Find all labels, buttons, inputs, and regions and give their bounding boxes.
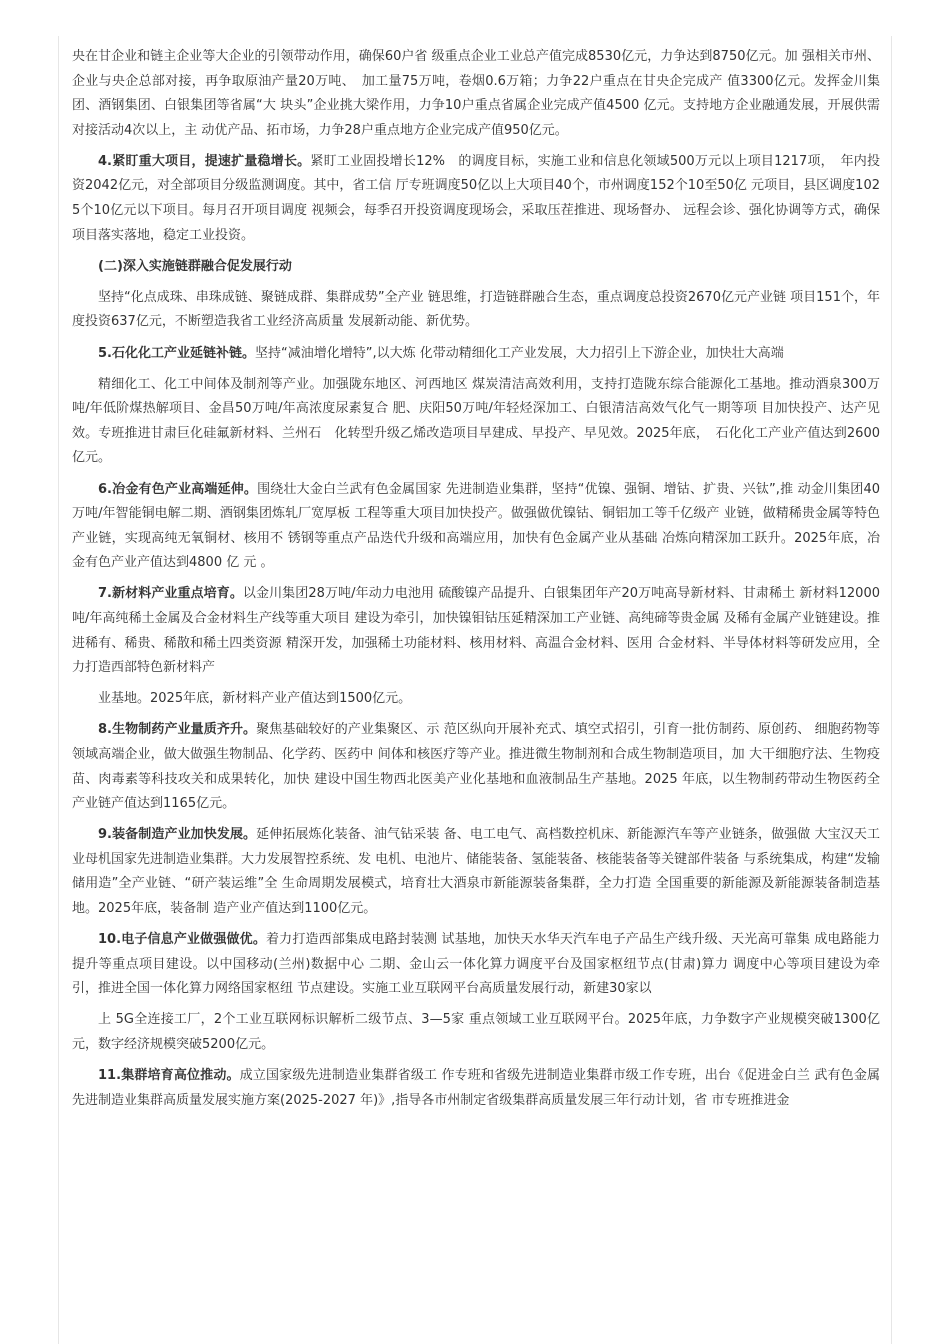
paragraph-lead: 4.紧盯重大项目，提速扩量稳增长。 [98, 153, 311, 169]
paragraph-lead: 10.电子信息产业做强做优。 [98, 932, 267, 948]
paragraph-item-7-continued [72, 687, 880, 712]
paragraph-lead: 7.新材料产业重点培育。 [98, 586, 243, 602]
paragraph-chain-overview [72, 286, 880, 335]
paragraph-text: 上 5G全连接工厂，2个工业互联网标识解析二级节点、3—5家 重点领域工业互联网平台。2025年底，力争数字产业规模突破1300亿元，数字经济规模突破5200亿元。 [72, 1012, 880, 1052]
paragraph-item-11 [72, 1064, 880, 1113]
paragraph-item-10 [72, 928, 880, 1002]
paragraph-text: 围绕壮大金白兰武有色金属国家 先进制造业集群，坚持“优镍、强铜、增钴、扩贵、兴钛”,推 动金川集团40万吨/年智能铜电解二期、酒钢集团炼轧厂宽厚板 工程等重大项目加快投产。做强做优镍钴、铜铝加工等千亿级产 业链，做精稀贵金属等特色产业链，实现高纯无氧铜材、核用不 锈钢等重点产品迭代升级和高端应用，加快有色金属产业从基础 冶炼向精深加工跃升。2025年底，冶金有色产业产值达到4800 亿 元 。 [72, 481, 880, 571]
paragraph-item-5 [72, 342, 880, 367]
paragraph-lead: 8.生物制药产业量质齐升。 [98, 722, 257, 738]
paragraph-text: 延伸拓展炼化装备、油气钻采装 备、电工电气、高档数控机床、新能源汽车等产业链条，做强做 大宝汉天工业母机国家先进制造业集群。大力发展智控系统、发 电机、电池片、储能装备、氢能装备、核能装备等关键部件装备 与系统集成，构建“发输储用造”全产业链、“研产装运维”全 生命周期发展模式，培育壮大酒泉市新能源装备集群，全力打造 全国重要的新能源及新能源装备制造基地。2025年底，装备制 造产业产值达到1100亿元。 [72, 827, 881, 916]
paragraph-text: 央在甘企业和链主企业等大企业的引领带动作用，确保60户省 级重点企业工业总产值完成8530亿元，力争达到8750亿元。加 强相关市州、企业与央企总部对接，再争取原油产量20万吨、 加工量75万吨，卷烟0.6万箱；力争22户重点在甘央企完成产 值3300亿元。发挥金川集团、酒钢集团、白银集团等省属“大 块头”企业挑大梁作用，力争10户重点省属企业完成产值4500 亿元。支持地方企业融通发展，开展供需对接活动4次以上，主 动优产品、拓市场，力争28户重点地方企业完成产值950亿元。 [72, 49, 880, 138]
paragraph-text: 着力打造西部集成电路封装测 试基地，加快天水华天汽车电子产品生产线升级、天光高可靠集 成电路能力提升等重点项目建设。以中国移动(兰州)数据中心 二期、金山云一体化算力调度平台及国家枢纽节点(甘肃)算力 调度中心等项目建设为牵引，推进全国一体化算力网络国家枢纽 节点建设。实施工业互联网平台高质量发展行动，新建30家以 [72, 932, 881, 997]
paragraph-item-5-continued [72, 373, 880, 471]
paragraph-item-9 [72, 823, 880, 921]
paragraph-lead: 5.石化化工产业延链补链。 [98, 345, 255, 361]
paragraph-text: 坚持“化点成珠、串珠成链、聚链成群、集群成势”全产业 链思维，打造链群融合生态，重点调度总投资2670亿元产业链 项目151个，年度投资637亿元，不断塑造我省工业经济高质量 发展新动能、新优势。 [72, 289, 880, 330]
paragraph-lead: 11.集群培育高位推动。 [98, 1068, 240, 1084]
section-heading: (二)深入实施链群融合促发展行动 [98, 258, 292, 274]
paragraph-lead: 9.装备制造产业加快发展。 [98, 827, 257, 843]
paragraph-item-7 [72, 582, 880, 680]
paragraph-lead: 6.冶金有色产业高端延伸。 [98, 481, 258, 497]
paragraph-text: 紧盯工业固投增长12% 的调度目标，实施工业和信息化领域500万元以上项目1217项， 年内投资2042亿元，对全部项目分级监测调度。其中，省工信 厅专班调度50亿以上大项目40个，市州调度152个10至50亿 元项目，县区调度1025个10亿元以下项目。每月召开项目调度 视频会，每季召开投资调度现场会，采取压茬推进、现场督办、 远程会诊、强化协调等方式，确保项目落实落地，稳定工业投资。 [72, 153, 881, 243]
paragraph-text: 坚持“减油增化增特”,以大炼 化带动精细化工产业发展，大力招引上下游企业，加快壮大高端 [254, 345, 784, 361]
document-content [72, 45, 880, 1120]
paragraph-item-8 [72, 718, 880, 816]
paragraph-text: 成立国家级先进制造业集群省级工 作专班和省级先进制造业集群市级工作专班，出台《促进金白兰 武有色金属先进制造业集群高质量发展实施方案(2025-2027 年)》,指导各市州制定省级集群高质量发展三年行动计划，省 市专班推进金 [72, 1068, 881, 1108]
paragraph-text: 精细化工、化工中间体及制剂等产业。加强陇东地区、河西地区 煤炭清洁高效利用，支持打造陇东综合能源化工基地。推动酒泉300万吨/年低阶煤热解项目、金昌50万吨/年高浓度尿素复合 肥、庆阳50万吨/年轻烃深加工、白银清洁高效气化气一期等项 目加快投产、达产见效。专班推进甘肃巨化硅氟新材料、兰州石 化转型升级乙烯改造项目早建成、早投产、早见效。2025年底， 石化化工产业产值达到2600亿元。 [72, 376, 880, 466]
paragraph-intro [72, 45, 880, 143]
paragraph-item-10-continued [72, 1008, 880, 1057]
paragraph-text: 以金川集团28万吨/年动力电池用 硫酸镍产品提升、白银集团年产20万吨高导新材料、甘肃稀土 新材料12000吨/年高纯稀土金属及合金材料生产线等重大项目 建设为牵引，加快镍钼钴压延精深加工产业链、高纯碲等贵金属 及稀有金属产业链建设。推进稀有、稀贵、稀散和稀土四类资源 精深开发，加强稀土功能材料、核用材料、高温合金材料、医用 合金材料、半导体材料等研发应用，全力打造西部特色新材料产 [72, 586, 880, 676]
paragraph-text: 业基地。2025年底，新材料产业产值达到1500亿元。 [98, 691, 412, 707]
paragraph-item-4 [72, 150, 880, 248]
paragraph-item-6 [72, 478, 880, 576]
paragraph-text: 聚焦基础较好的产业集聚区、示 范区纵向开展补充式、填空式招引，引育一批仿制药、原创药、 细胞药物等领域高端企业，做大做强生物制品、化学药、医药中 间体和核医疗等产业。推进微生物制剂和合成生物制造项目，加 大干细胞疗法、生物疫苗、肉毒素等科技攻关和成果转化，加快 建设中国生物西北医美产业化基地和血液制品生产基地。2025 年底，以生物制药带动生物医药全产业链产值达到1165亿元。 [72, 722, 881, 812]
